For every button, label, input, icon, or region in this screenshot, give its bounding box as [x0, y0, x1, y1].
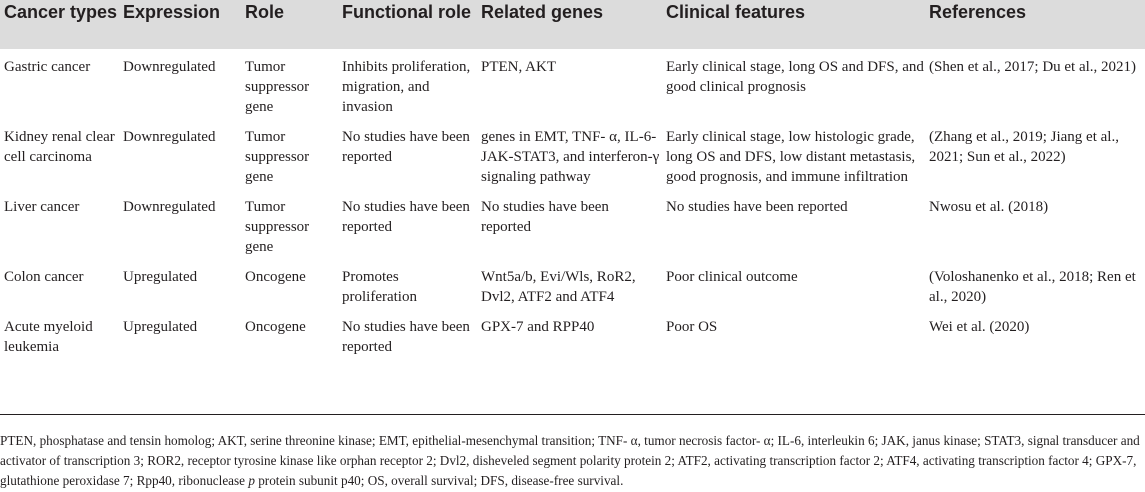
table-row: [0, 191, 1145, 261]
cell-references: (Zhang et al., 2019; Jiang et al., 2021; Sun et al., 2022): [929, 129, 1119, 165]
cell-cancer-type: Gastric cancer: [4, 59, 91, 75]
header-references: References: [929, 2, 1027, 22]
table-footnote: [0, 431, 1140, 491]
cell-cancer-type: Colon cancer: [4, 269, 84, 285]
cell-cancer-type: Liver cancer: [4, 199, 80, 215]
cell-clinical-features: No studies have been reported: [666, 199, 848, 215]
header-role: Role: [245, 2, 285, 22]
cell-expression: Downregulated: [123, 199, 216, 215]
header-related-genes: Related genes: [481, 2, 604, 22]
header-expression: Expression: [123, 2, 221, 22]
cell-related-genes: Wnt5a/b, Evi/Wls, RoR2, Dvl2, ATF2 and ATF4: [481, 269, 636, 305]
cell-clinical-features: Early clinical stage, low histologic grade, long OS and DFS, low distant metastasis, good prognosis, and immune infiltration: [666, 129, 916, 185]
footnote-text: PTEN, phosphatase and tensin homolog; AKT, serine threonine kinase; EMT, epithelial-mesenchymal transition; TNF- α, tumor necrosis factor- α; IL-6, interleukin 6; JAK, janus kinase; STAT3, signal transducer and activator of transcription 3; ROR2, receptor tyrosine kinase like orphan receptor 2; Dvl2, disheveled segment polarity protein 2; ATF2, activating transcription factor 2; ATF4, activating transcription factor 4; GPX-7, glutathione peroxidase 7; Rpp40, ribonuclease: [0, 433, 1140, 488]
cell-role: Tumor suppressor gene: [245, 129, 310, 185]
cell-related-genes: No studies have been reported: [481, 199, 609, 235]
cell-references: (Shen et al., 2017; Du et al., 2021): [929, 59, 1137, 75]
footnote-italic-p: p: [248, 473, 255, 488]
cell-cancer-type: Acute myeloid leukemia: [4, 319, 93, 355]
header-functional-role: Functional role: [342, 2, 472, 22]
cell-references: Nwosu et al. (2018): [929, 199, 1049, 215]
cell-role: Tumor suppressor gene: [245, 199, 310, 255]
cell-related-genes: GPX-7 and RPP40: [481, 319, 595, 335]
cell-clinical-features: Early clinical stage, long OS and DFS, and good clinical prognosis: [666, 59, 924, 95]
cell-functional-role: No studies have been reported: [342, 129, 470, 165]
cell-related-genes: genes in EMT, TNF- α, IL-6-JAK-STAT3, and interferon-γ signaling pathway: [481, 129, 660, 185]
cell-related-genes: PTEN, AKT: [481, 59, 556, 75]
cell-expression: Upregulated: [123, 319, 198, 335]
table-row: [0, 121, 1145, 191]
header-cancer-types: Cancer types: [4, 2, 118, 22]
table-row: [0, 261, 1145, 311]
table-bottom-rule: [0, 414, 1145, 415]
table-row: [0, 49, 1145, 121]
table-header-row: [0, 0, 1145, 49]
cell-clinical-features: Poor clinical outcome: [666, 269, 798, 285]
cell-expression: Downregulated: [123, 129, 216, 145]
cell-references: Wei et al. (2020): [929, 319, 1030, 335]
cell-clinical-features: Poor OS: [666, 319, 718, 335]
table-row: [0, 311, 1145, 361]
cell-expression: Upregulated: [123, 269, 198, 285]
header-clinical-features: Clinical features: [666, 2, 806, 22]
cell-expression: Downregulated: [123, 59, 216, 75]
cell-role: Oncogene: [245, 319, 306, 335]
footnote-text-end: protein subunit p40; OS, overall survival; DFS, disease-free survival.: [254, 473, 624, 488]
cell-functional-role: No studies have been reported: [342, 319, 470, 355]
cell-references: (Voloshanenko et al., 2018; Ren et al., 2020): [929, 269, 1136, 305]
cell-role: Tumor suppressor gene: [245, 59, 310, 115]
cell-functional-role: Inhibits proliferation, migration, and invasion: [342, 59, 471, 115]
cell-role: Oncogene: [245, 269, 306, 285]
cell-cancer-type: Kidney renal clear cell carcinoma: [4, 129, 115, 165]
cell-functional-role: Promotes proliferation: [342, 269, 417, 305]
cell-functional-role: No studies have been reported: [342, 199, 470, 235]
